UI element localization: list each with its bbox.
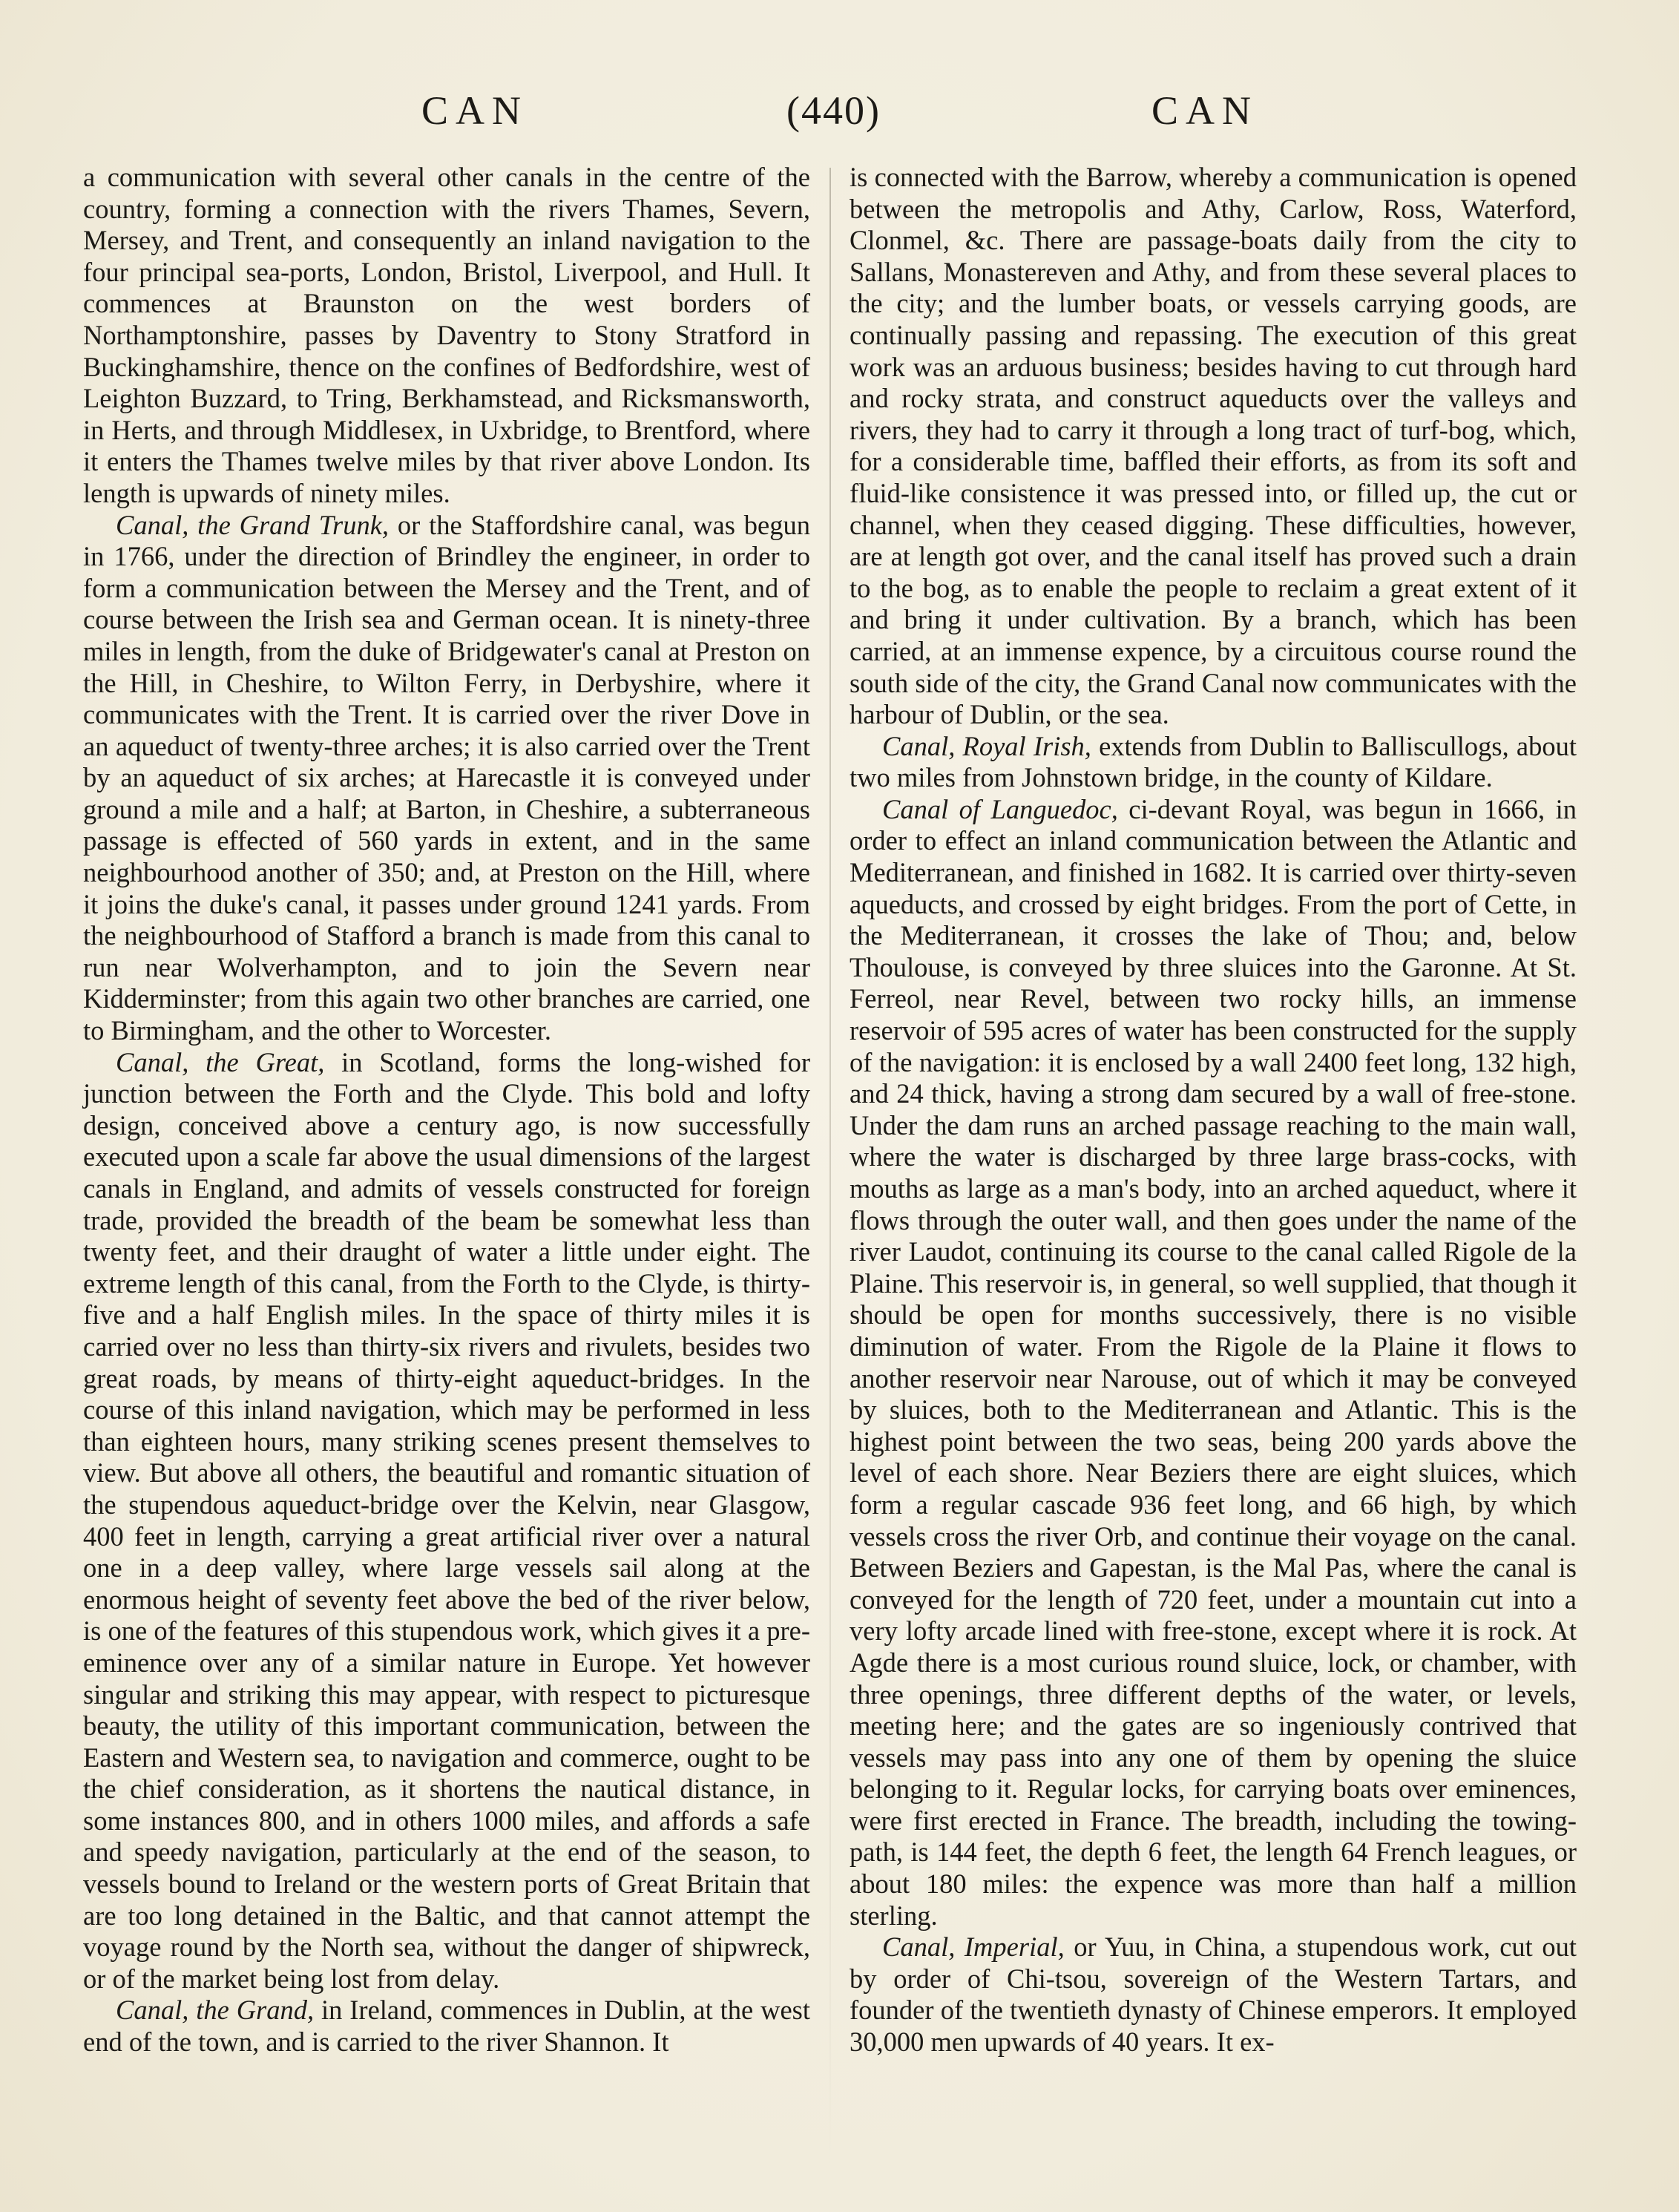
entry-heading: Canal of Languedoc, [882,793,1118,824]
entry-body: in Ireland, commences in Dublin, at the west end of the town, and is carried to the river Shannon. It [83,1995,810,2058]
entry-grand-canal-ireland [83,1995,810,2058]
text-columns [83,162,1597,2180]
entry-heading: Canal, Imperial, [882,1932,1065,1963]
header-left-catchword: CAN [421,88,529,133]
entry-body: or the Staffordshire canal, was begun in 1766, under the direction of Brindley the engineer, in order to form a communication between the Mersey and the Trent, and of course between the Irish sea and German ocean. It is ninety-three miles in length, from the duke of Bridgewater's canal at Preston on the Hill, in Cheshire, to Wilton Ferry, in Derbyshire, where it communicates with the Trent. It is carried over the river Dove in an aqueduct of twenty-three arches; it is also carried over the Trent by an aqueduct of six arches; at Harecastle it is conveyed under ground a mile and a half; at Barton, in Cheshire, a subterraneous passage is effected of 560 yards in extent, and in the same neighbourhood another of 350; and, at Preston on the Hill, where it joins the duke's canal, it passes under ground 1241 yards. From the neighbourhood of Stafford a branch is made from this canal to run near Wolverhampton, and to join the Severn near Kidderminster; from this again two other branches are carried, one to Birmingham, and the other to Worcester. [83,509,810,1046]
column-divider [829,168,831,2171]
entry-body: ci-devant Royal, was begun in 1666, in order to effect an inland communication between the Atlantic and Mediterranean, and finished in 1682. It is carried over thirty-seven aqueducts, and crossed by eight bridges. From the port of Cette, in the Mediterranean, it crosses the lake of Thou; and, below Thoulouse, is conveyed by three sluices into the Garonne. At St. Ferreol, near Revel, between two rocky hills, an immense reservoir of 595 acres of water has been constructed for the supply of the navigation: it is enclosed by a wall 2400 feet long, 132 high, and 24 thick, having a strong dam secured by a wall of free-stone. Under the dam runs an arched passage reaching to the main wall, where the water is discharged by three large brass-cocks, with mouths as large as a man's body, into an arched aqueduct, where it flows through the outer wall, and then goes under the name of the river Laudot, continuing its course to the canal called Rigole de la Plaine. This reservoir is, in general, so well supplied, that though it should be open for months successively, there is no visible diminution of water. From the Rigole de la Plaine it flows to another reservoir near Narouse, out of which it may be conveyed by sluices, both to the Mediterranean and Atlantic. This is the highest point between the two seas, being 200 yards above the level of each shore. Near Beziers there are eight sluices, which form a regular cascade 936 feet long, and 66 high, by which vessels cross the river Orb, and continue their voyage on the canal. Between Beziers and Gapestan, is the Mal Pas, where the canal is conveyed for the length of 720 feet, under a mountain cut into a very lofty arcade lined with free-stone, except where it is rock. At Agde there is a most curious round sluice, lock, or chamber, with three openings, three different depths of the water, or levels, meeting here; and the gates are so ingeniously contrived that vessels may pass into any one of them by opening the sluice belonging to it. Regular locks, for carrying boats over eminences, were first erected in France. The breadth, including the towing-path, is 144 feet, the depth 6 feet, the length 64 French leagues, or about 180 miles: the expence was more than half a million sterling. [850,793,1577,1931]
page-number: (440) [786,88,881,133]
entry-heading: Canal, the Great, [116,1046,325,1077]
entry-heading: Canal, the Grand Trunk, [116,509,390,540]
paragraph-continuation: is connected with the Barrow, whereby a communication is opened between the metropolis and Athy, Carlow, Ross, Waterford, Clonmel, &c. There are passage-boats daily from the city to Sallans, Monastereven and Athy, and from these several places to the city; and the lumber boats, or vessels carrying goods, are continually passing and repassing. The execution of this great work was an arduous business; besides having to cut through hard and rocky strata, and construct aqueducts over the valleys and rivers, they had to carry it through a long tract of turf-bog, which, for a considerable time, baffled their efforts, as from its soft and fluid-like consistence it was pressed into, or filled up, the cut or channel, when they ceased digging. These difficulties, however, are at length got over, and the canal itself has proved such a drain to the bog, as to enable the people to reclaim a great extent of it and bring it under cultivation. By a branch, which has been carried, at an immense expence, by a circuitous course round the south side of the city, the Grand Canal now communicates with the harbour of Dublin, or the sea. [850,162,1577,730]
entry-grand-trunk [83,510,810,1047]
entry-body: in Scotland, forms the long-wished for junction between the Forth and the Clyde. This bold and lofty design, conceived above a century ago, is now successfully executed upon a scale far above the usual dimensions of the largest canals in England, and admits of vessels constructed for foreign trade, provided the breadth of the beam be somewhat less than twenty feet, and their draught of water a little under eight. The extreme length of this canal, from the Forth to the Clyde, is thirty-five and a half English miles. In the space of thirty miles it is carried over no less than thirty-six rivers and rivulets, besides two great roads, by means of thirty-eight aqueduct-bridges. In the course of this inland navigation, which may be performed in less than eighteen hours, many striking scenes present themselves to view. But above all others, the beautiful and romantic situation of the stupendous aqueduct-bridge over the Kelvin, near Glasgow, 400 feet in length, carrying a great artificial river over a natural one in a deep valley, where large vessels sail along at the enormous height of seventy feet above the bed of the river below, is one of the features of this stupendous work, which gives it a pre-eminence over any of a similar nature in Europe. Yet however singular and striking this may appear, with respect to picturesque beauty, the utility of this important communication, between the Eastern and Western sea, to navigation and commerce, ought to be the chief consideration, as it shortens the nautical distance, in some instances 800, and in others 1000 miles, and affords a safe and speedy navigation, particularly at the end of the season, to vessels bound to Ireland or the western ports of Great Britain that are too long detained in the Baltic, and that cannot attempt the voyage round by the North sea, without the danger of shipwreck, or of the market being lost from delay. [83,1046,810,1994]
entry-body: extends from Dublin to Balliscullogs, about two miles from Johnstown bridge, in the county of Kildare. [850,730,1577,793]
entry-heading: Canal, the Grand, [116,1995,315,2026]
entry-imperial [850,1932,1577,2058]
header-right-catchword: CAN [1151,88,1259,133]
running-header [0,88,1679,147]
entry-body: or Yuu, in China, a stupendous work, cut out by order of Chi-tsou, sovereign of the Western Tartars, and founder of the twentieth dynasty of Chinese emperors. It employed 30,000 men upwards of 40 years. It ex- [850,1932,1577,2058]
entry-languedoc [850,794,1577,1932]
paragraph-continuation: a communication with several other canals in the centre of the country, forming a connection with the rivers Thames, Severn, Mersey, and Trent, and consequently an inland navigation to the four principal sea-ports, London, Bristol, Liverpool, and Hull. It commences at Braunston on the west borders of Northamptonshire, passes by Daventry to Stony Stratford in Buckinghamshire, thence on the confines of Bedfordshire, west of Leighton Buzzard, to Tring, Berkhamstead, and Ricksmansworth, in Herts, and through Middlesex, in Uxbridge, to Brentford, where it enters the Thames twelve miles by that river above London. Its length is upwards of ninety miles. [83,162,810,508]
right-column [850,162,1577,2058]
entry-great-canal [83,1047,810,1995]
entry-royal-irish [850,731,1577,794]
entry-heading: Canal, Royal Irish, [882,730,1091,761]
left-column [83,162,810,2058]
